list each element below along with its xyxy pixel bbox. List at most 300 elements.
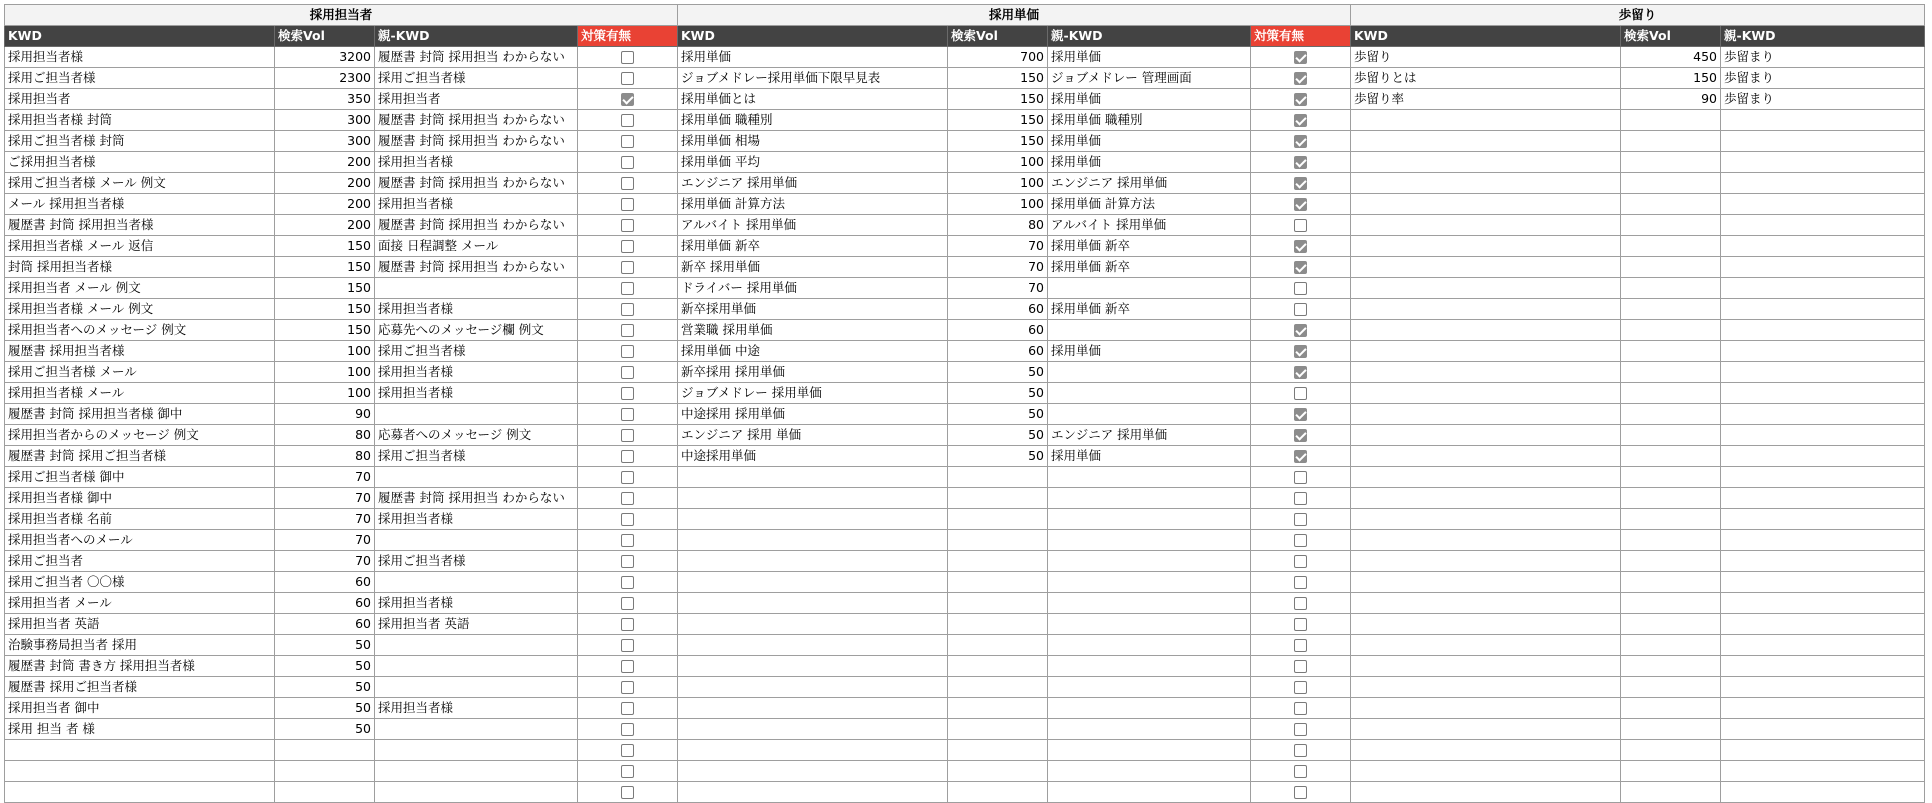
search-vol-cell[interactable] bbox=[1621, 530, 1721, 551]
search-vol-cell[interactable]: 90 bbox=[1621, 89, 1721, 110]
parent-kwd-cell[interactable] bbox=[1721, 194, 1925, 215]
parent-kwd-cell[interactable] bbox=[1048, 593, 1251, 614]
checkbox-checked[interactable] bbox=[1294, 93, 1307, 106]
kwd-cell[interactable] bbox=[1351, 194, 1621, 215]
search-vol-cell[interactable] bbox=[948, 488, 1048, 509]
kwd-cell[interactable]: 履歴書 採用担当者様 bbox=[5, 341, 275, 362]
checkbox-checked[interactable] bbox=[1294, 408, 1307, 421]
kwd-cell[interactable] bbox=[1351, 236, 1621, 257]
group-title-recruiter[interactable]: 採用担当者 bbox=[5, 5, 678, 26]
parent-kwd-cell[interactable] bbox=[375, 530, 578, 551]
parent-kwd-cell[interactable] bbox=[1721, 635, 1925, 656]
search-vol-cell[interactable]: 70 bbox=[948, 236, 1048, 257]
search-vol-cell[interactable] bbox=[1621, 194, 1721, 215]
column-header-vol[interactable]: 検索Vol bbox=[275, 26, 375, 47]
checkbox[interactable] bbox=[621, 282, 634, 295]
checkbox[interactable] bbox=[1294, 555, 1307, 568]
kwd-cell[interactable]: 採用担当者 英語 bbox=[5, 614, 275, 635]
search-vol-cell[interactable] bbox=[948, 635, 1048, 656]
kwd-cell[interactable] bbox=[678, 530, 948, 551]
search-vol-cell[interactable] bbox=[948, 698, 1048, 719]
kwd-cell[interactable]: 履歴書 封筒 採用ご担当者様 bbox=[5, 446, 275, 467]
parent-kwd-cell[interactable]: 履歴書 封筒 採用担当 わからない bbox=[375, 488, 578, 509]
search-vol-cell[interactable] bbox=[1621, 383, 1721, 404]
search-vol-cell[interactable] bbox=[1621, 131, 1721, 152]
search-vol-cell[interactable] bbox=[1621, 362, 1721, 383]
parent-kwd-cell[interactable]: 採用単価 新卒 bbox=[1048, 257, 1251, 278]
search-vol-cell[interactable]: 60 bbox=[948, 299, 1048, 320]
kwd-cell[interactable]: 採用担当者 bbox=[5, 89, 275, 110]
parent-kwd-cell[interactable] bbox=[375, 635, 578, 656]
kwd-cell[interactable]: 治験事務局担当者 採用 bbox=[5, 635, 275, 656]
search-vol-cell[interactable] bbox=[275, 740, 375, 761]
kwd-cell[interactable] bbox=[1351, 572, 1621, 593]
kwd-cell[interactable] bbox=[1351, 467, 1621, 488]
checkbox-checked[interactable] bbox=[1294, 345, 1307, 358]
checkbox[interactable] bbox=[621, 240, 634, 253]
checkbox[interactable] bbox=[1294, 576, 1307, 589]
parent-kwd-cell[interactable]: 採用単価 bbox=[1048, 152, 1251, 173]
search-vol-cell[interactable] bbox=[1621, 551, 1721, 572]
parent-kwd-cell[interactable]: 採用単価 bbox=[1048, 47, 1251, 68]
parent-kwd-cell[interactable] bbox=[1721, 614, 1925, 635]
search-vol-cell[interactable] bbox=[1621, 278, 1721, 299]
kwd-cell[interactable] bbox=[1351, 257, 1621, 278]
kwd-cell[interactable]: 採用単価 新卒 bbox=[678, 236, 948, 257]
kwd-cell[interactable] bbox=[1351, 278, 1621, 299]
parent-kwd-cell[interactable]: 応募先へのメッセージ欄 例文 bbox=[375, 320, 578, 341]
search-vol-cell[interactable]: 60 bbox=[275, 572, 375, 593]
checkbox[interactable] bbox=[621, 114, 634, 127]
search-vol-cell[interactable]: 100 bbox=[948, 152, 1048, 173]
search-vol-cell[interactable]: 150 bbox=[948, 131, 1048, 152]
search-vol-cell[interactable]: 150 bbox=[275, 299, 375, 320]
search-vol-cell[interactable] bbox=[1621, 446, 1721, 467]
kwd-cell[interactable]: 採用担当者へのメール bbox=[5, 530, 275, 551]
kwd-cell[interactable] bbox=[678, 467, 948, 488]
kwd-cell[interactable] bbox=[678, 593, 948, 614]
kwd-cell[interactable]: 新卒採用単価 bbox=[678, 299, 948, 320]
kwd-cell[interactable]: 採用単価 職種別 bbox=[678, 110, 948, 131]
kwd-cell[interactable] bbox=[678, 719, 948, 740]
kwd-cell[interactable] bbox=[1351, 341, 1621, 362]
kwd-cell[interactable] bbox=[678, 656, 948, 677]
parent-kwd-cell[interactable] bbox=[1721, 593, 1925, 614]
search-vol-cell[interactable]: 50 bbox=[275, 698, 375, 719]
search-vol-cell[interactable] bbox=[1621, 173, 1721, 194]
kwd-cell[interactable]: 採用 担当 者 様 bbox=[5, 719, 275, 740]
search-vol-cell[interactable]: 150 bbox=[275, 320, 375, 341]
checkbox-checked[interactable] bbox=[1294, 72, 1307, 85]
parent-kwd-cell[interactable] bbox=[1721, 299, 1925, 320]
kwd-cell[interactable]: ドライバー 採用単価 bbox=[678, 278, 948, 299]
kwd-cell[interactable]: ジョブメドレー採用単価下限早見表 bbox=[678, 68, 948, 89]
kwd-cell[interactable] bbox=[1351, 299, 1621, 320]
checkbox[interactable] bbox=[621, 72, 634, 85]
checkbox[interactable] bbox=[1294, 513, 1307, 526]
checkbox[interactable] bbox=[1294, 660, 1307, 673]
parent-kwd-cell[interactable] bbox=[1048, 383, 1251, 404]
search-vol-cell[interactable]: 50 bbox=[275, 656, 375, 677]
parent-kwd-cell[interactable] bbox=[1048, 320, 1251, 341]
parent-kwd-cell[interactable]: 採用担当者 英語 bbox=[375, 614, 578, 635]
kwd-cell[interactable]: 採用単価 bbox=[678, 47, 948, 68]
kwd-cell[interactable] bbox=[1351, 698, 1621, 719]
kwd-cell[interactable] bbox=[678, 509, 948, 530]
parent-kwd-cell[interactable] bbox=[1048, 278, 1251, 299]
search-vol-cell[interactable]: 200 bbox=[275, 215, 375, 236]
checkbox[interactable] bbox=[621, 450, 634, 463]
parent-kwd-cell[interactable] bbox=[1048, 740, 1251, 761]
group-title-yield[interactable]: 歩留り bbox=[1351, 5, 1925, 26]
parent-kwd-cell[interactable]: 採用単価 bbox=[1048, 446, 1251, 467]
search-vol-cell[interactable]: 150 bbox=[948, 68, 1048, 89]
search-vol-cell[interactable]: 90 bbox=[275, 404, 375, 425]
column-header-parent-kwd[interactable]: 親-KWD bbox=[1721, 26, 1925, 47]
checkbox[interactable] bbox=[1294, 723, 1307, 736]
search-vol-cell[interactable] bbox=[1621, 593, 1721, 614]
checkbox[interactable] bbox=[1294, 219, 1307, 232]
parent-kwd-cell[interactable] bbox=[375, 719, 578, 740]
parent-kwd-cell[interactable] bbox=[375, 782, 578, 803]
checkbox[interactable] bbox=[621, 366, 634, 379]
search-vol-cell[interactable] bbox=[1621, 719, 1721, 740]
parent-kwd-cell[interactable] bbox=[1721, 719, 1925, 740]
parent-kwd-cell[interactable]: 履歴書 封筒 採用担当 わからない bbox=[375, 257, 578, 278]
search-vol-cell[interactable]: 100 bbox=[948, 194, 1048, 215]
parent-kwd-cell[interactable]: 履歴書 封筒 採用担当 わからない bbox=[375, 131, 578, 152]
parent-kwd-cell[interactable] bbox=[1048, 509, 1251, 530]
parent-kwd-cell[interactable] bbox=[1721, 740, 1925, 761]
kwd-cell[interactable]: 採用担当者様 封筒 bbox=[5, 110, 275, 131]
column-header-vol[interactable]: 検索Vol bbox=[1621, 26, 1721, 47]
parent-kwd-cell[interactable] bbox=[1721, 530, 1925, 551]
kwd-cell[interactable]: 採用単価 平均 bbox=[678, 152, 948, 173]
kwd-cell[interactable]: 採用担当者様 御中 bbox=[5, 488, 275, 509]
kwd-cell[interactable]: 封筒 採用担当者様 bbox=[5, 257, 275, 278]
search-vol-cell[interactable] bbox=[1621, 509, 1721, 530]
search-vol-cell[interactable] bbox=[948, 551, 1048, 572]
search-vol-cell[interactable]: 50 bbox=[948, 383, 1048, 404]
search-vol-cell[interactable] bbox=[1621, 635, 1721, 656]
parent-kwd-cell[interactable]: 採用担当者様 bbox=[375, 698, 578, 719]
parent-kwd-cell[interactable] bbox=[375, 467, 578, 488]
parent-kwd-cell[interactable] bbox=[1721, 572, 1925, 593]
kwd-cell[interactable]: 採用担当者様 メール 返信 bbox=[5, 236, 275, 257]
search-vol-cell[interactable] bbox=[1621, 761, 1721, 782]
kwd-cell[interactable]: 採用ご担当者様 メール 例文 bbox=[5, 173, 275, 194]
parent-kwd-cell[interactable]: 歩留まり bbox=[1721, 47, 1925, 68]
parent-kwd-cell[interactable] bbox=[1721, 467, 1925, 488]
kwd-cell[interactable]: 採用担当者 メール bbox=[5, 593, 275, 614]
kwd-cell[interactable] bbox=[1351, 446, 1621, 467]
parent-kwd-cell[interactable]: 履歴書 封筒 採用担当 わからない bbox=[375, 47, 578, 68]
parent-kwd-cell[interactable] bbox=[1721, 677, 1925, 698]
parent-kwd-cell[interactable] bbox=[1048, 656, 1251, 677]
search-vol-cell[interactable]: 60 bbox=[948, 320, 1048, 341]
kwd-cell[interactable] bbox=[1351, 215, 1621, 236]
parent-kwd-cell[interactable] bbox=[1721, 509, 1925, 530]
parent-kwd-cell[interactable]: 採用単価 bbox=[1048, 131, 1251, 152]
kwd-cell[interactable]: 中途採用単価 bbox=[678, 446, 948, 467]
search-vol-cell[interactable] bbox=[1621, 236, 1721, 257]
search-vol-cell[interactable] bbox=[1621, 257, 1721, 278]
search-vol-cell[interactable] bbox=[1621, 404, 1721, 425]
checkbox[interactable] bbox=[621, 702, 634, 715]
parent-kwd-cell[interactable]: 採用ご担当者様 bbox=[375, 446, 578, 467]
checkbox[interactable] bbox=[621, 744, 634, 757]
search-vol-cell[interactable]: 150 bbox=[948, 110, 1048, 131]
parent-kwd-cell[interactable]: 採用単価 職種別 bbox=[1048, 110, 1251, 131]
parent-kwd-cell[interactable] bbox=[1048, 362, 1251, 383]
search-vol-cell[interactable] bbox=[948, 614, 1048, 635]
parent-kwd-cell[interactable]: 履歴書 封筒 採用担当 わからない bbox=[375, 110, 578, 131]
search-vol-cell[interactable]: 60 bbox=[275, 614, 375, 635]
kwd-cell[interactable]: 採用単価 計算方法 bbox=[678, 194, 948, 215]
column-header-kwd[interactable]: KWD bbox=[5, 26, 275, 47]
parent-kwd-cell[interactable]: 採用単価 bbox=[1048, 89, 1251, 110]
kwd-cell[interactable] bbox=[678, 761, 948, 782]
search-vol-cell[interactable]: 70 bbox=[275, 551, 375, 572]
search-vol-cell[interactable]: 50 bbox=[275, 635, 375, 656]
kwd-cell[interactable] bbox=[678, 488, 948, 509]
checkbox[interactable] bbox=[621, 261, 634, 274]
parent-kwd-cell[interactable] bbox=[375, 656, 578, 677]
kwd-cell[interactable]: エンジニア 採用単価 bbox=[678, 173, 948, 194]
checkbox[interactable] bbox=[621, 429, 634, 442]
checkbox[interactable] bbox=[621, 681, 634, 694]
search-vol-cell[interactable]: 50 bbox=[948, 404, 1048, 425]
kwd-cell[interactable] bbox=[5, 782, 275, 803]
parent-kwd-cell[interactable] bbox=[375, 761, 578, 782]
kwd-cell[interactable]: 新卒 採用単価 bbox=[678, 257, 948, 278]
parent-kwd-cell[interactable] bbox=[1721, 698, 1925, 719]
parent-kwd-cell[interactable] bbox=[1048, 614, 1251, 635]
search-vol-cell[interactable] bbox=[1621, 320, 1721, 341]
parent-kwd-cell[interactable] bbox=[1721, 257, 1925, 278]
parent-kwd-cell[interactable] bbox=[1721, 404, 1925, 425]
parent-kwd-cell[interactable] bbox=[1048, 635, 1251, 656]
kwd-cell[interactable]: 採用ご担当者 bbox=[5, 551, 275, 572]
kwd-cell[interactable] bbox=[5, 740, 275, 761]
column-header-kwd[interactable]: KWD bbox=[678, 26, 948, 47]
search-vol-cell[interactable] bbox=[948, 572, 1048, 593]
parent-kwd-cell[interactable] bbox=[1048, 698, 1251, 719]
parent-kwd-cell[interactable] bbox=[1721, 656, 1925, 677]
kwd-cell[interactable]: メール 採用担当者様 bbox=[5, 194, 275, 215]
search-vol-cell[interactable] bbox=[948, 509, 1048, 530]
checkbox[interactable] bbox=[621, 156, 634, 169]
kwd-cell[interactable]: 営業職 採用単価 bbox=[678, 320, 948, 341]
kwd-cell[interactable]: 採用担当者 御中 bbox=[5, 698, 275, 719]
kwd-cell[interactable]: 採用担当者へのメッセージ 例文 bbox=[5, 320, 275, 341]
search-vol-cell[interactable]: 200 bbox=[275, 173, 375, 194]
kwd-cell[interactable]: ご採用担当者様 bbox=[5, 152, 275, 173]
search-vol-cell[interactable] bbox=[1621, 152, 1721, 173]
column-header-kwd[interactable]: KWD bbox=[1351, 26, 1621, 47]
kwd-cell[interactable]: 採用ご担当者様 メール bbox=[5, 362, 275, 383]
search-vol-cell[interactable]: 100 bbox=[275, 383, 375, 404]
kwd-cell[interactable] bbox=[678, 677, 948, 698]
checkbox-checked[interactable] bbox=[1294, 324, 1307, 337]
checkbox[interactable] bbox=[621, 576, 634, 589]
kwd-cell[interactable]: 履歴書 封筒 採用担当者様 御中 bbox=[5, 404, 275, 425]
search-vol-cell[interactable]: 70 bbox=[275, 509, 375, 530]
kwd-cell[interactable] bbox=[1351, 530, 1621, 551]
search-vol-cell[interactable] bbox=[1621, 215, 1721, 236]
parent-kwd-cell[interactable] bbox=[1721, 152, 1925, 173]
parent-kwd-cell[interactable] bbox=[1721, 761, 1925, 782]
search-vol-cell[interactable]: 50 bbox=[948, 425, 1048, 446]
kwd-cell[interactable]: 履歴書 封筒 採用担当者様 bbox=[5, 215, 275, 236]
parent-kwd-cell[interactable]: 面接 日程調整 メール bbox=[375, 236, 578, 257]
parent-kwd-cell[interactable] bbox=[1721, 488, 1925, 509]
checkbox[interactable] bbox=[621, 303, 634, 316]
search-vol-cell[interactable] bbox=[948, 782, 1048, 803]
parent-kwd-cell[interactable] bbox=[1721, 131, 1925, 152]
parent-kwd-cell[interactable] bbox=[1048, 467, 1251, 488]
checkbox[interactable] bbox=[621, 51, 634, 64]
parent-kwd-cell[interactable]: 応募者へのメッセージ 例文 bbox=[375, 425, 578, 446]
search-vol-cell[interactable]: 50 bbox=[275, 719, 375, 740]
checkbox[interactable] bbox=[621, 408, 634, 421]
search-vol-cell[interactable]: 150 bbox=[275, 236, 375, 257]
parent-kwd-cell[interactable]: 採用担当者 bbox=[375, 89, 578, 110]
checkbox[interactable] bbox=[621, 765, 634, 778]
parent-kwd-cell[interactable]: 採用担当者様 bbox=[375, 362, 578, 383]
search-vol-cell[interactable]: 300 bbox=[275, 131, 375, 152]
search-vol-cell[interactable]: 300 bbox=[275, 110, 375, 131]
checkbox[interactable] bbox=[621, 387, 634, 400]
checkbox[interactable] bbox=[621, 597, 634, 610]
search-vol-cell[interactable]: 150 bbox=[948, 89, 1048, 110]
kwd-cell[interactable] bbox=[1351, 656, 1621, 677]
parent-kwd-cell[interactable]: 採用単価 bbox=[1048, 341, 1251, 362]
parent-kwd-cell[interactable] bbox=[1721, 425, 1925, 446]
parent-kwd-cell[interactable] bbox=[1721, 551, 1925, 572]
kwd-cell[interactable]: 歩留り bbox=[1351, 47, 1621, 68]
checkbox[interactable] bbox=[1294, 765, 1307, 778]
kwd-cell[interactable] bbox=[678, 740, 948, 761]
search-vol-cell[interactable]: 150 bbox=[275, 257, 375, 278]
search-vol-cell[interactable] bbox=[1621, 656, 1721, 677]
search-vol-cell[interactable]: 200 bbox=[275, 194, 375, 215]
search-vol-cell[interactable] bbox=[1621, 677, 1721, 698]
parent-kwd-cell[interactable]: 採用担当者様 bbox=[375, 194, 578, 215]
parent-kwd-cell[interactable] bbox=[375, 404, 578, 425]
kwd-cell[interactable] bbox=[1351, 509, 1621, 530]
kwd-cell[interactable]: 採用単価 相場 bbox=[678, 131, 948, 152]
checkbox[interactable] bbox=[1294, 786, 1307, 799]
checkbox-checked[interactable] bbox=[1294, 261, 1307, 274]
kwd-cell[interactable]: 採用担当者様 メール bbox=[5, 383, 275, 404]
checkbox[interactable] bbox=[621, 513, 634, 526]
checkbox[interactable] bbox=[621, 639, 634, 652]
checkbox[interactable] bbox=[621, 471, 634, 484]
checkbox[interactable] bbox=[1294, 639, 1307, 652]
parent-kwd-cell[interactable]: 履歴書 封筒 採用担当 わからない bbox=[375, 215, 578, 236]
checkbox[interactable] bbox=[621, 324, 634, 337]
search-vol-cell[interactable] bbox=[1621, 341, 1721, 362]
checkbox[interactable] bbox=[621, 345, 634, 358]
checkbox-checked[interactable] bbox=[1294, 366, 1307, 379]
search-vol-cell[interactable] bbox=[1621, 299, 1721, 320]
checkbox[interactable] bbox=[1294, 618, 1307, 631]
parent-kwd-cell[interactable] bbox=[1721, 782, 1925, 803]
kwd-cell[interactable] bbox=[1351, 131, 1621, 152]
kwd-cell[interactable] bbox=[1351, 782, 1621, 803]
checkbox[interactable] bbox=[1294, 471, 1307, 484]
search-vol-cell[interactable] bbox=[1621, 698, 1721, 719]
checkbox[interactable] bbox=[1294, 492, 1307, 505]
kwd-cell[interactable]: ジョブメドレー 採用単価 bbox=[678, 383, 948, 404]
kwd-cell[interactable] bbox=[1351, 740, 1621, 761]
checkbox[interactable] bbox=[621, 723, 634, 736]
checkbox[interactable] bbox=[621, 660, 634, 673]
parent-kwd-cell[interactable]: 履歴書 封筒 採用担当 わからない bbox=[375, 173, 578, 194]
kwd-cell[interactable] bbox=[1351, 362, 1621, 383]
kwd-cell[interactable]: 新卒採用 採用単価 bbox=[678, 362, 948, 383]
kwd-cell[interactable] bbox=[1351, 614, 1621, 635]
checkbox-checked[interactable] bbox=[1294, 156, 1307, 169]
kwd-cell[interactable]: 採用担当者 メール 例文 bbox=[5, 278, 275, 299]
parent-kwd-cell[interactable] bbox=[375, 740, 578, 761]
column-header-flag[interactable]: 対策有無 bbox=[578, 26, 678, 47]
kwd-cell[interactable] bbox=[678, 614, 948, 635]
column-header-vol[interactable]: 検索Vol bbox=[948, 26, 1048, 47]
parent-kwd-cell[interactable] bbox=[1048, 488, 1251, 509]
kwd-cell[interactable] bbox=[678, 635, 948, 656]
parent-kwd-cell[interactable]: 採用単価 新卒 bbox=[1048, 299, 1251, 320]
kwd-cell[interactable] bbox=[1351, 593, 1621, 614]
kwd-cell[interactable]: 採用ご担当者様 封筒 bbox=[5, 131, 275, 152]
kwd-cell[interactable] bbox=[1351, 110, 1621, 131]
checkbox-checked[interactable] bbox=[1294, 240, 1307, 253]
parent-kwd-cell[interactable]: アルバイト 採用単価 bbox=[1048, 215, 1251, 236]
kwd-cell[interactable] bbox=[678, 698, 948, 719]
kwd-cell[interactable]: アルバイト 採用単価 bbox=[678, 215, 948, 236]
search-vol-cell[interactable]: 100 bbox=[275, 341, 375, 362]
parent-kwd-cell[interactable] bbox=[1048, 530, 1251, 551]
kwd-cell[interactable]: 採用ご担当者様 御中 bbox=[5, 467, 275, 488]
parent-kwd-cell[interactable]: 歩留まり bbox=[1721, 68, 1925, 89]
kwd-cell[interactable] bbox=[1351, 488, 1621, 509]
parent-kwd-cell[interactable] bbox=[375, 278, 578, 299]
parent-kwd-cell[interactable] bbox=[1048, 761, 1251, 782]
parent-kwd-cell[interactable] bbox=[1721, 446, 1925, 467]
parent-kwd-cell[interactable] bbox=[1048, 404, 1251, 425]
search-vol-cell[interactable]: 200 bbox=[275, 152, 375, 173]
kwd-cell[interactable]: 採用ご担当者 〇〇様 bbox=[5, 572, 275, 593]
search-vol-cell[interactable]: 70 bbox=[275, 467, 375, 488]
parent-kwd-cell[interactable] bbox=[1721, 278, 1925, 299]
search-vol-cell[interactable]: 70 bbox=[948, 278, 1048, 299]
checkbox-checked[interactable] bbox=[621, 93, 634, 106]
kwd-cell[interactable] bbox=[1351, 152, 1621, 173]
checkbox-checked[interactable] bbox=[1294, 429, 1307, 442]
search-vol-cell[interactable] bbox=[948, 740, 1048, 761]
search-vol-cell[interactable] bbox=[275, 782, 375, 803]
search-vol-cell[interactable]: 80 bbox=[948, 215, 1048, 236]
parent-kwd-cell[interactable]: 採用ご担当者様 bbox=[375, 68, 578, 89]
parent-kwd-cell[interactable]: エンジニア 採用単価 bbox=[1048, 173, 1251, 194]
kwd-cell[interactable] bbox=[1351, 677, 1621, 698]
kwd-cell[interactable] bbox=[1351, 761, 1621, 782]
kwd-cell[interactable] bbox=[678, 572, 948, 593]
search-vol-cell[interactable]: 70 bbox=[948, 257, 1048, 278]
parent-kwd-cell[interactable] bbox=[1721, 215, 1925, 236]
parent-kwd-cell[interactable] bbox=[375, 572, 578, 593]
